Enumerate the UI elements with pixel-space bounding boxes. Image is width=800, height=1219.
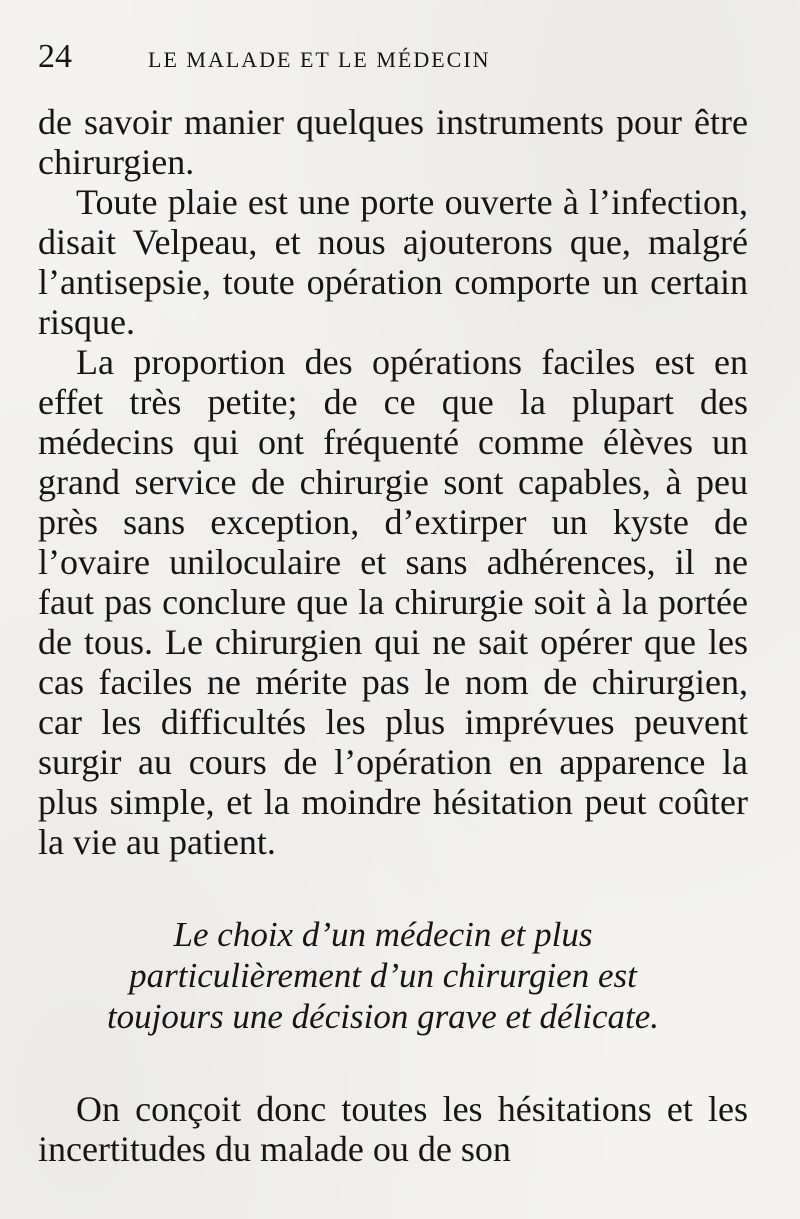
paragraph-infection: Toute plaie est une porte ouverte à l’infection, disait Velpeau, et nous ajouterons que, malgré l’antisepsie, toute opération comporte un certain risque. — [38, 182, 748, 342]
body-text-continued — [38, 1089, 748, 1169]
body-text — [38, 102, 748, 862]
running-header — [38, 38, 748, 96]
running-title: LE MALADE ET LE MÉDECIN — [148, 47, 491, 72]
italic-highlight: Le choix d’un médecin et plus particulièrement d’un chirurgien est toujours une décision grave et délicate. — [106, 915, 660, 1036]
page-number: 24 — [38, 38, 72, 75]
paragraph-operations: La proportion des opérations faciles est en effet très petite; de ce que la plupart des médecins qui ont fréquenté comme élèves un grand service de chirurgie sont capables, à peu près sans exception, d’extirper un kyste de l’ovaire uniloculaire et sans adhérences, il ne faut pas conclure que la chirurgie soit à la portée de tous. Le chirurgien qui ne sait opérer que les cas faciles ne mérite pas le nom de chirurgien, car les difficultés les plus imprévues peuvent surgir au cours de l’opération en apparence la plus simple, et la moindre hésitation peut coûter la vie au patient. — [38, 342, 748, 862]
paragraph-closing: On conçoit donc toutes les hésitations et les incertitudes du malade ou de son — [38, 1089, 748, 1169]
paragraph-continuation: de savoir manier quelques instruments pour être chirurgien. — [38, 102, 748, 182]
